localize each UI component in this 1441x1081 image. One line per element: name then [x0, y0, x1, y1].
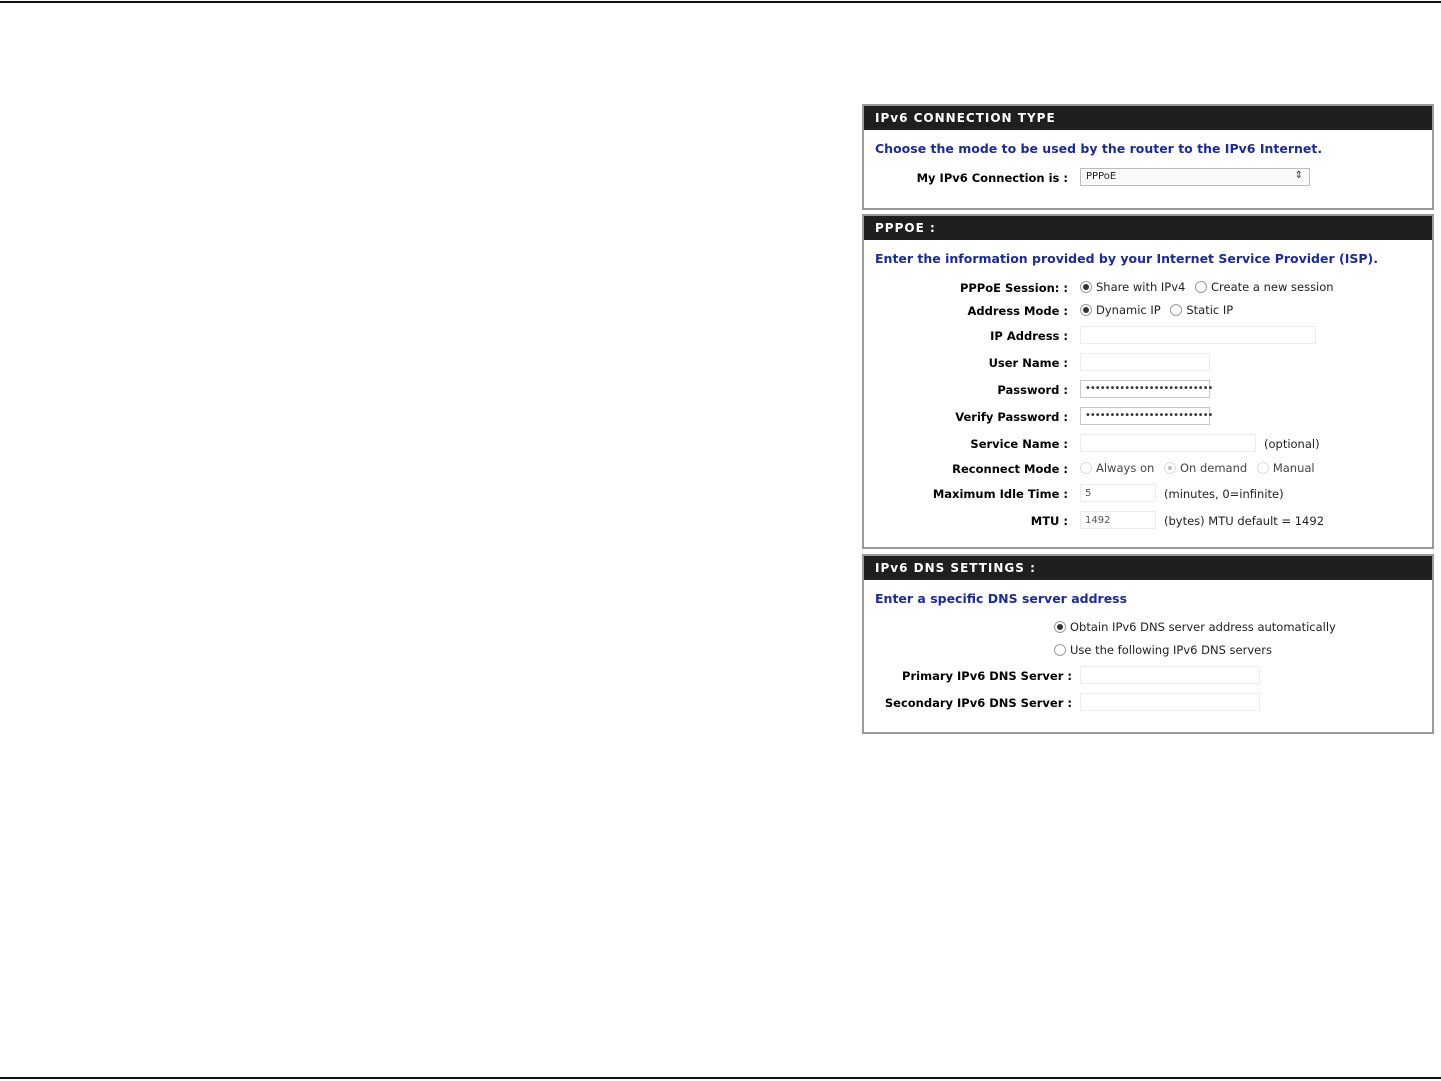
- address-mode-label: Address Mode :: [967, 304, 1068, 318]
- dns-header: IPv6 DNS SETTINGS :: [864, 556, 1432, 580]
- connection-type-row: [864, 167, 1432, 191]
- service-name-row: [864, 433, 1432, 458]
- dns-intro: Enter a specific DNS server address: [875, 591, 1128, 606]
- primary-dns-row: [864, 665, 1432, 692]
- share-with-ipv4-radio[interactable]: [1080, 281, 1092, 293]
- service-name-label: Service Name :: [970, 437, 1068, 451]
- connection-type-label: My IPv6 Connection is :: [916, 171, 1068, 185]
- dns-manual-label: Use the following IPv6 DNS servers: [1070, 643, 1272, 657]
- pppoe-header: PPPOE :: [864, 216, 1432, 240]
- secondary-dns-row: [864, 692, 1432, 717]
- ip-address-input[interactable]: [1080, 326, 1316, 344]
- dns-auto-label: Obtain IPv6 DNS server address automatically: [1070, 620, 1336, 634]
- connection-type-intro: Choose the mode to be used by the router to the IPv6 Internet.: [875, 141, 1323, 156]
- dns-manual-radio[interactable]: [1054, 644, 1066, 656]
- primary-dns-input[interactable]: [1080, 666, 1260, 684]
- dynamic-ip-label: Dynamic IP: [1096, 303, 1161, 317]
- manual-label: Manual: [1272, 461, 1315, 475]
- dns-auto-radio[interactable]: [1054, 621, 1066, 633]
- max-idle-time-row: [864, 483, 1432, 510]
- mtu-label: MTU :: [1030, 514, 1068, 528]
- top-rule: [0, 1, 1441, 3]
- mtu-note: (bytes) MTU default = 1492: [1164, 514, 1325, 528]
- connection-type-section: [862, 104, 1434, 210]
- user-name-input[interactable]: [1080, 353, 1210, 371]
- bottom-rule: [0, 1077, 1441, 1079]
- secondary-dns-input[interactable]: [1080, 693, 1260, 711]
- create-new-session-label: Create a new session: [1211, 280, 1334, 294]
- always-on-radio[interactable]: [1080, 462, 1092, 474]
- connection-type-select[interactable]: [1080, 168, 1310, 186]
- dns-section: [862, 554, 1434, 734]
- create-new-session-radio[interactable]: [1195, 281, 1207, 293]
- mtu-input[interactable]: [1080, 511, 1156, 529]
- primary-dns-label: Primary IPv6 DNS Server :: [902, 669, 1072, 683]
- share-with-ipv4-label: Share with IPv4: [1096, 280, 1186, 294]
- dns-auto-row: [864, 617, 1432, 640]
- select-arrows-icon: ⇕: [1294, 170, 1303, 181]
- password-input[interactable]: ••••••••••••••••••••••••••: [1080, 380, 1210, 398]
- dns-manual-row: [864, 640, 1432, 665]
- ip-address-row: [864, 325, 1432, 352]
- secondary-dns-label: Secondary IPv6 DNS Server :: [884, 696, 1072, 710]
- mtu-row: [864, 510, 1432, 535]
- user-name-label: User Name :: [988, 356, 1068, 370]
- password-label: Password :: [997, 383, 1068, 397]
- verify-password-row: [864, 406, 1432, 433]
- max-idle-time-input[interactable]: [1080, 484, 1156, 502]
- password-row: [864, 379, 1432, 406]
- pppoe-session-row: [864, 277, 1432, 300]
- manual-radio[interactable]: [1257, 462, 1269, 474]
- connection-type-value: PPPoE: [1086, 171, 1117, 182]
- pppoe-intro: Enter the information provided by your Internet Service Provider (ISP).: [875, 251, 1378, 266]
- ip-address-label: IP Address :: [990, 329, 1068, 343]
- on-demand-label: On demand: [1179, 461, 1248, 475]
- pppoe-section: [862, 214, 1434, 549]
- pppoe-session-label: PPPoE Session: :: [959, 281, 1068, 295]
- max-idle-time-note: (minutes, 0=infinite): [1164, 487, 1284, 501]
- always-on-label: Always on: [1096, 461, 1155, 475]
- reconnect-mode-label: Reconnect Mode :: [952, 462, 1068, 476]
- service-name-input[interactable]: [1080, 434, 1256, 452]
- reconnect-mode-row: [864, 458, 1432, 483]
- verify-password-label: Verify Password :: [955, 410, 1068, 424]
- on-demand-radio[interactable]: [1164, 462, 1176, 474]
- static-ip-radio[interactable]: [1170, 304, 1182, 316]
- user-name-row: [864, 352, 1432, 379]
- connection-type-header: IPv6 CONNECTION TYPE: [864, 106, 1432, 130]
- address-mode-row: [864, 300, 1432, 325]
- static-ip-label: Static IP: [1186, 303, 1234, 317]
- service-name-note: (optional): [1264, 437, 1320, 451]
- verify-password-input[interactable]: ••••••••••••••••••••••••••: [1080, 407, 1210, 425]
- max-idle-time-label: Maximum Idle Time :: [932, 487, 1068, 501]
- dynamic-ip-radio[interactable]: [1080, 304, 1092, 316]
